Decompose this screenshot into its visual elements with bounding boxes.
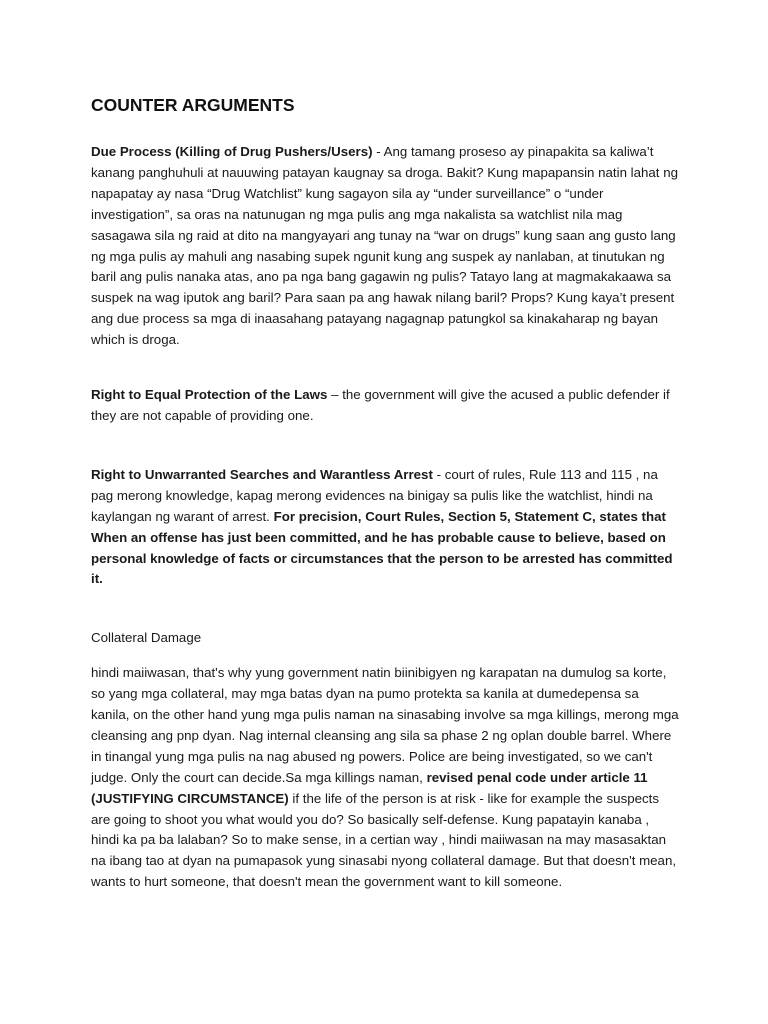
section-heading-unwarranted-searches: Right to Unwarranted Searches and Warantless Arrest bbox=[91, 466, 433, 482]
section-body-bold-unwarranted-searches: For precision, Court Rules, Section 5, Statement C, states that When an offense has just been committed, and he has probable cause to believe, based on personal knowledge of facts or circumstances that the person to be arrested has committed it. bbox=[91, 508, 673, 587]
section-body-bold-collateral-damage: revised penal code under article 11 (JUSTIFYING CIRCUMSTANCE) bbox=[91, 769, 648, 806]
section-body-unwarranted-searches: court of rules, Rule 113 and 115 , na pag merong knowledge, kapag merong evidences na binigay sa pulis like the watchlist, hindi na kaylangan ng warant of arrest. bbox=[91, 466, 658, 524]
section-body-collateral-damage-part2: if the life of the person is at risk - like for example the suspects are going to shoot you what would you do? So basically self-defense. Kung papatayin kanaba , hindi ka pa ba lalaban? So to make sense, in a certian way , hindi maiiwasan na may masasaktan na ibang tao at dyan na pumapasok yung sinasabi nyong collateral damage. But that doesn't mean, wants to hurt someone, that doesn't mean the government want to kill someone. bbox=[91, 790, 677, 890]
section-collateral-damage bbox=[91, 663, 679, 893]
document-title: COUNTER ARGUMENTS bbox=[91, 95, 295, 115]
section-body-equal-protection: the government will give the acused a public defender if they are not capable of providing one. bbox=[91, 387, 670, 423]
section-body-collateral-damage-part1: hindi maiiwasan, that's why yung government natin biinibigyen ng karapatan na dumulog sa korte, so yang mga collateral, may mga batas dyan na pumo protekta sa kanila at dumedepensa sa kanila, on the other hand yung mga pulis naman na sinasabing involve sa mga killings, merong mga cleansing ang pnp dyan. Nag internal cleansing ang sila sa phase 2 ng oplan double barrel. Where in tinangal yung mga pulis na nag abused ng powers. Police are being investigated, so we can't judge. Only the court can decide.Sa mga killings naman, bbox=[91, 665, 679, 785]
section-separator: - bbox=[372, 144, 384, 159]
section-body-due-process: Ang tamang proseso ay pinapakita sa kaliwa’t kanang panghuhuli at nauuwing patayan kaugnay sa droga. Bakit? Kung mapapansin natin lahat ng napapatay ay nasa “Drug Watchlist” kung sagayon sila ay “under surveillance” o “under investigation”, sa oras na natunugan ng mga pulis ang mga nakalista sa watchlist nila mag sasagawa sila ng raid at dito na mangyayari ang tunay na “war on drugs” kung saan ang gusto lang ng mga pulis ay mahuli ang nasabing supek ngunit kung ang suspek ay nanlaban, at tinutukan ng baril ang pulis nanaka atas, ano pa nga bang gagawin ng pulis? Tatayo lang at magmakakaawa sa suspek na wag iputok ang baril? Para saan pa ang hawak nilang baril? Props? Kung kaya’t present ang due process sa mga di inaasahang patayang nagagnap patungkol sa kinakaharap ng bayan which is droga. bbox=[91, 144, 678, 348]
section-due-process bbox=[91, 142, 679, 351]
section-heading-collateral-damage: Collateral Damage bbox=[91, 630, 202, 646]
document-content bbox=[91, 94, 679, 893]
section-equal-protection bbox=[91, 385, 679, 427]
section-separator: - bbox=[432, 466, 445, 482]
section-heading-due-process: Due Process (Killing of Drug Pushers/Users) bbox=[91, 144, 373, 159]
section-unwarranted-searches bbox=[91, 465, 679, 590]
section-heading-equal-protection: Right to Equal Protection of the Laws bbox=[91, 387, 328, 403]
section-separator: – bbox=[327, 387, 343, 403]
